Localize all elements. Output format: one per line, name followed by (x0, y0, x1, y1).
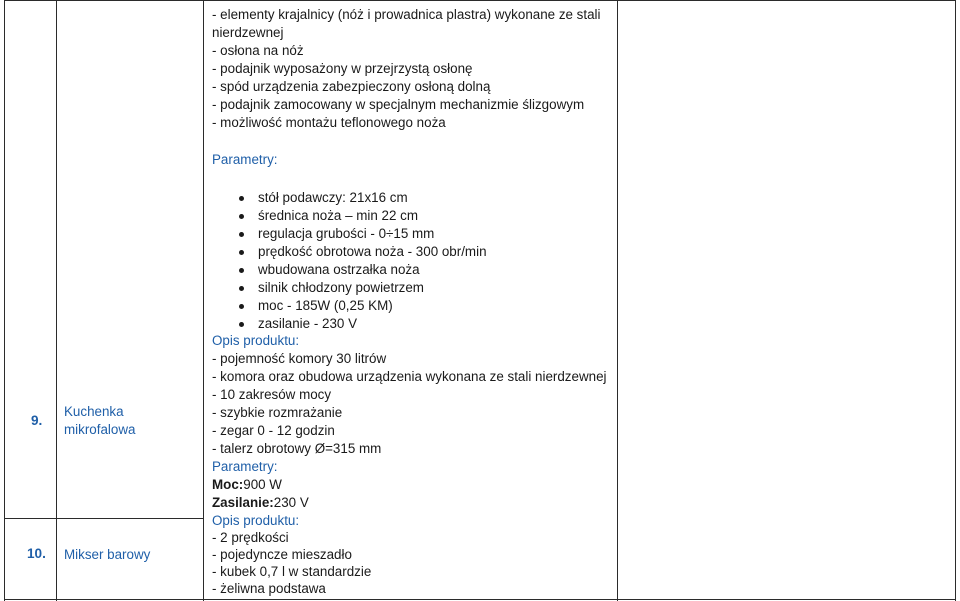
param-value: 230 V (273, 495, 309, 510)
bullet-icon (239, 214, 244, 219)
text-line: - spód urządzenia zabezpieczony osłoną dolną (212, 79, 491, 94)
text-line: - 10 zakresów mocy (212, 387, 332, 402)
product-name: Mikser barowy (64, 547, 151, 562)
text-line: - 2 prędkości (212, 530, 289, 545)
product-name-line: mikrofalowa (64, 422, 136, 437)
list-item: zasilanie - 230 V (258, 316, 357, 331)
bullet-icon (239, 196, 244, 201)
list-item: średnica noża – min 22 cm (258, 208, 419, 223)
text-line: - szybkie rozmrażanie (212, 405, 343, 420)
list-item: silnik chłodzony powietrzem (258, 280, 424, 295)
list-item: regulacja grubości - 0÷15 mm (258, 226, 435, 241)
bullet-icon (239, 322, 244, 327)
table-bottom-border (4, 599, 956, 600)
param-label: Moc: (212, 477, 244, 492)
bullet-icon (239, 286, 244, 291)
param-label: Zasilanie: (212, 495, 274, 510)
bullet-icon (239, 232, 244, 237)
text-line: - zegar 0 - 12 godzin (212, 423, 335, 438)
text-line: - żeliwna podstawa (212, 581, 326, 596)
text-line: - komora oraz obudowa urządzenia wykonana ze stali nierdzewnej (212, 369, 607, 384)
row-divider-9-10 (4, 518, 203, 519)
list-item: stół podawczy: 21x16 cm (258, 190, 408, 205)
text-line: - podajnik wyposażony w przejrzystą osłonę (212, 61, 473, 76)
text-line: - talerz obrotowy Ø=315 mm (212, 441, 382, 456)
column-divider-name (203, 0, 204, 601)
text-line: - pojedyncze mieszadło (212, 547, 352, 562)
bullet-icon (239, 304, 244, 309)
column-divider-description (617, 0, 618, 601)
product-name-line: Kuchenka (64, 404, 124, 419)
table-left-border (4, 0, 5, 601)
description-heading: Opis produktu: (212, 513, 300, 528)
description-heading: Opis produktu: (212, 333, 300, 348)
text-line: nierdzewnej (212, 25, 284, 40)
params-heading: Parametry: (212, 152, 278, 167)
bullet-icon (239, 250, 244, 255)
params-heading: Parametry: (212, 459, 278, 474)
bullet-icon (239, 268, 244, 273)
table-top-border (4, 0, 956, 1)
text-line: - pojemność komory 30 litrów (212, 351, 387, 366)
list-item: wbudowana ostrzałka noża (258, 262, 420, 277)
param-moc (212, 476, 282, 494)
row-number-9: 9. (31, 413, 43, 428)
column-divider-number (56, 0, 57, 601)
text-line: - osłona na nóż (212, 43, 304, 58)
row-number-10: 10. (27, 546, 46, 561)
param-value: 900 W (243, 477, 282, 492)
text-line: - kubek 0,7 l w standardzie (212, 564, 372, 579)
text-line: - możliwość montażu teflonowego noża (212, 115, 446, 130)
table-right-border (955, 0, 956, 601)
list-item: prędkość obrotowa noża - 300 obr/min (258, 244, 487, 259)
text-line: - elementy krajalnicy (nóż i prowadnica plastra) wykonane ze stali (212, 7, 601, 22)
text-line: - podajnik zamocowany w specjalnym mechanizmie ślizgowym (212, 97, 585, 112)
param-zasilanie (212, 494, 309, 512)
list-item: moc - 185W (0,25 KM) (258, 298, 393, 313)
